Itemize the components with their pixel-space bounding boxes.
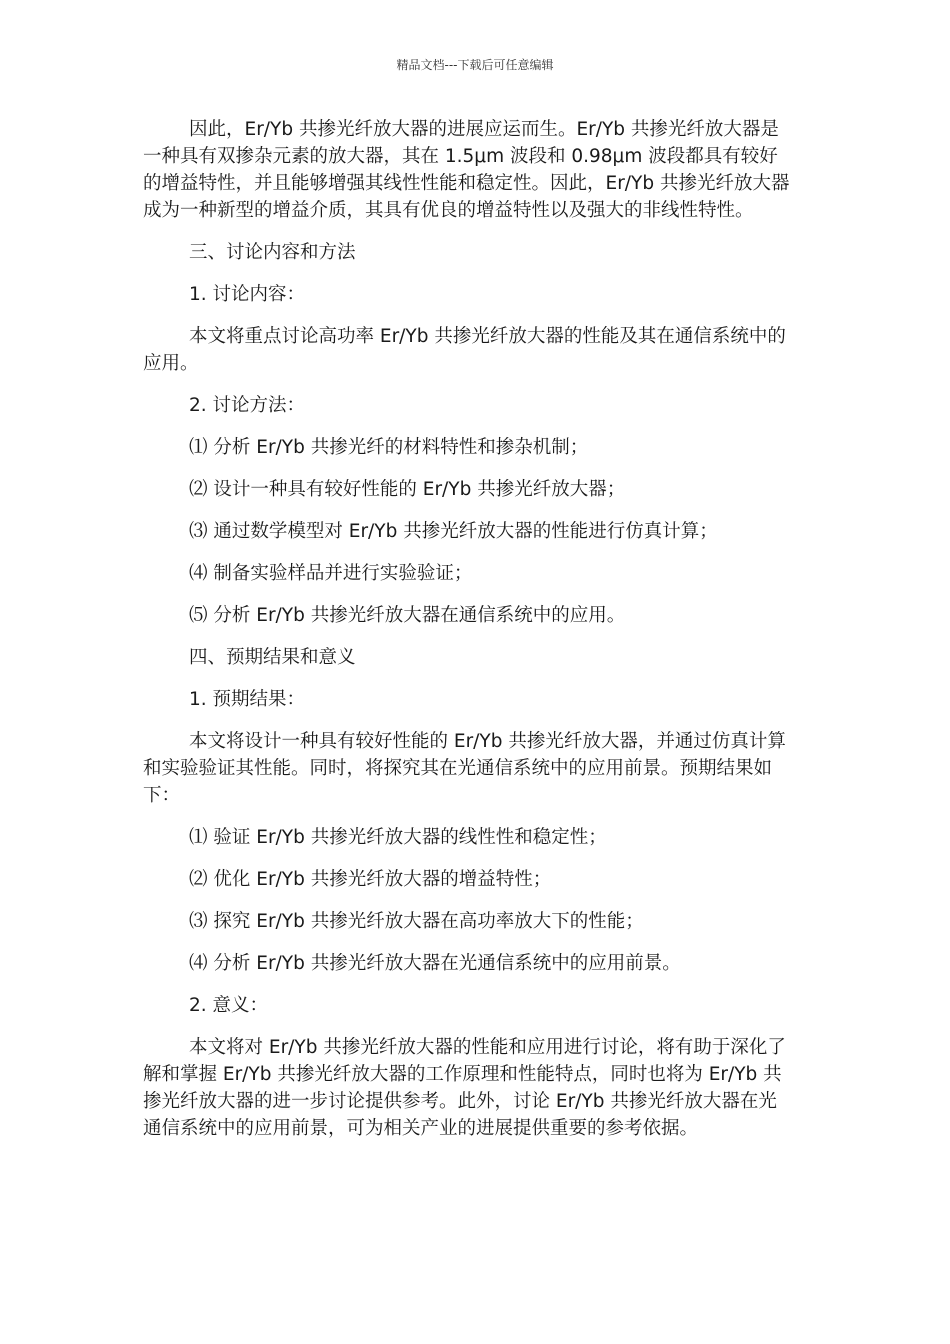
paragraph-intro: 因此，Er/Yb 共掺光纤放大器的进展应运而生。Er/Yb 共掺光纤放大器是一种具有双掺杂元素的放大器，其在 1.5μm 波段和 0.98μm 波段都具有较好的增益特性，并且能够增强其线性性能和稳定性。因此，Er/Yb 共掺光纤放大器成为一种新型的增益介质，其具有优良的增益特性以及强大的非线性特性。 xyxy=(143,119,790,221)
paragraph-significance: 本文将对 Er/Yb 共掺光纤放大器的性能和应用进行讨论，将有助于深化了解和掌握 Er/Yb 共掺光纤放大器的工作原理和性能特点，同时也将为 Er/Yb 共掺光纤放大器的进一步讨论提供参考。此外，讨论 Er/Yb 共掺光纤放大器在光通信系统中的应用前景，可为相关产业的进展提供重要的参考依据。 xyxy=(143,1037,786,1139)
list-item: ⑵ 设计一种具有较好性能的 Er/Yb 共掺光纤放大器； xyxy=(189,479,626,500)
list-item: ⑷ 制备实验样品并进行实验验证； xyxy=(189,563,473,584)
section-heading-3: 三、讨论内容和方法 xyxy=(189,242,356,263)
list-item: ⑴ 验证 Er/Yb 共掺光纤放大器的线性性和稳定性； xyxy=(189,827,607,848)
list-item: ⑶ 通过数学模型对 Er/Yb 共掺光纤放大器的性能进行仿真计算； xyxy=(189,521,718,542)
list-item: ⑶ 探究 Er/Yb 共掺光纤放大器在高功率放大下的性能； xyxy=(189,911,644,932)
subheading-significance: 2. 意义： xyxy=(189,995,269,1016)
paragraph-expected: 本文将设计一种具有较好性能的 Er/Yb 共掺光纤放大器，并通过仿真计算和实验验证其性能。同时，将探究其在光通信系统中的应用前景。预期结果如下： xyxy=(143,731,786,806)
section-heading-4: 四、预期结果和意义 xyxy=(189,647,356,668)
list-item: ⑷ 分析 Er/Yb 共掺光纤放大器在光通信系统中的应用前景。 xyxy=(189,953,681,974)
subheading-content: 1. 讨论内容： xyxy=(189,284,306,305)
document-body xyxy=(143,116,795,1142)
paragraph-content: 本文将重点讨论高功率 Er/Yb 共掺光纤放大器的性能及其在通信系统中的应用。 xyxy=(143,326,786,374)
list-item: ⑵ 优化 Er/Yb 共掺光纤放大器的增益特性； xyxy=(189,869,552,890)
list-item: ⑴ 分析 Er/Yb 共掺光纤的材料特性和掺杂机制； xyxy=(189,437,589,458)
list-item: ⑸ 分析 Er/Yb 共掺光纤放大器在通信系统中的应用。 xyxy=(189,605,626,626)
subheading-expected: 1. 预期结果： xyxy=(189,689,306,710)
page-header: 精品文档---下载后可任意编辑 xyxy=(396,58,554,72)
subheading-method: 2. 讨论方法： xyxy=(189,395,306,416)
